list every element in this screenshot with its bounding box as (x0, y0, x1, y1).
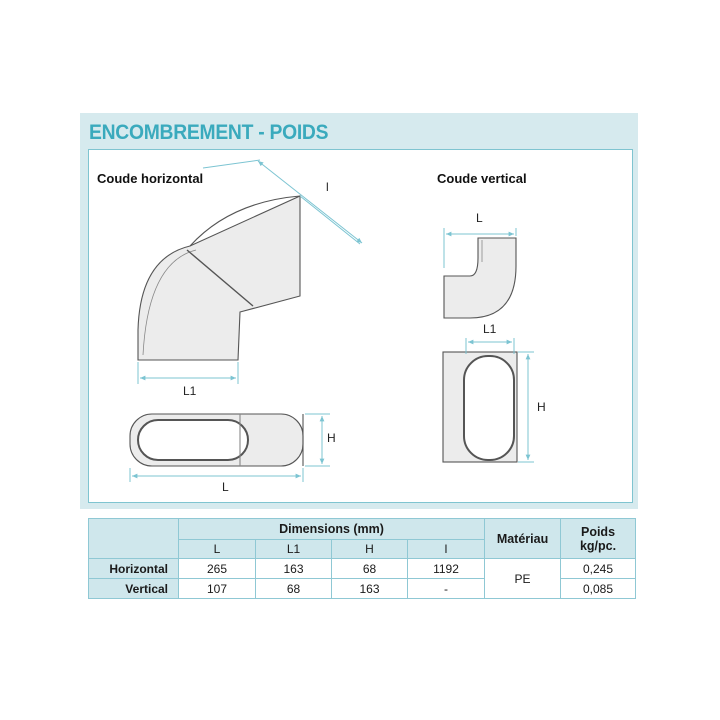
row-label-vertical: Vertical (89, 579, 179, 599)
cell-material: PE (485, 559, 561, 599)
vertical-elbow-caption: Coude vertical (437, 171, 527, 186)
cell-horizontal-H: 68 (332, 559, 408, 579)
dimensions-group-header: Dimensions (mm) (179, 519, 485, 540)
label-L1-horizontal: L1 (183, 384, 197, 398)
column-header-l: l (408, 540, 485, 559)
cell-vertical-H: 163 (332, 579, 408, 599)
weight-header (561, 519, 636, 559)
section-title: ENCOMBREMENT - POIDS (89, 121, 329, 144)
table-corner (89, 519, 179, 559)
label-H-horizontal: H (327, 431, 336, 445)
vertical-elbow-front-view (443, 352, 517, 462)
cell-vertical-L1: 68 (256, 579, 332, 599)
dim-L1-horizontal (138, 362, 238, 384)
weight-header-line2: kg/pc. (579, 538, 617, 553)
table-row (89, 559, 636, 579)
material-header: Matériau (485, 519, 561, 559)
cell-vertical-weight: 0,085 (561, 579, 636, 599)
cell-vertical-l: - (408, 579, 485, 599)
horizontal-elbow-top-view (138, 196, 300, 360)
column-header-L1: L1 (256, 540, 332, 559)
column-header-L: L (179, 540, 256, 559)
dim-H-vertical (518, 352, 534, 462)
vertical-elbow-side-view (444, 238, 516, 318)
weight-header-line1: Poids (580, 524, 616, 539)
horizontal-elbow-side-view (130, 414, 303, 466)
cell-horizontal-L: 265 (179, 559, 256, 579)
label-L1-vertical: L1 (483, 322, 497, 336)
cell-horizontal-weight: 0,245 (561, 559, 636, 579)
label-H-vertical: H (537, 400, 546, 414)
horizontal-elbow-caption: Coude horizontal (97, 171, 204, 186)
label-L-vertical: L (476, 211, 483, 225)
cell-horizontal-l: 1192 (408, 559, 485, 579)
label-l-horizontal: l (326, 180, 329, 194)
column-header-H: H (332, 540, 408, 559)
dim-L-horizontal (130, 468, 303, 482)
cell-horizontal-L1: 163 (256, 559, 332, 579)
row-label-horizontal: Horizontal (89, 559, 179, 579)
specifications-table (88, 518, 636, 599)
label-L-horizontal: L (222, 480, 229, 494)
cell-vertical-L: 107 (179, 579, 256, 599)
